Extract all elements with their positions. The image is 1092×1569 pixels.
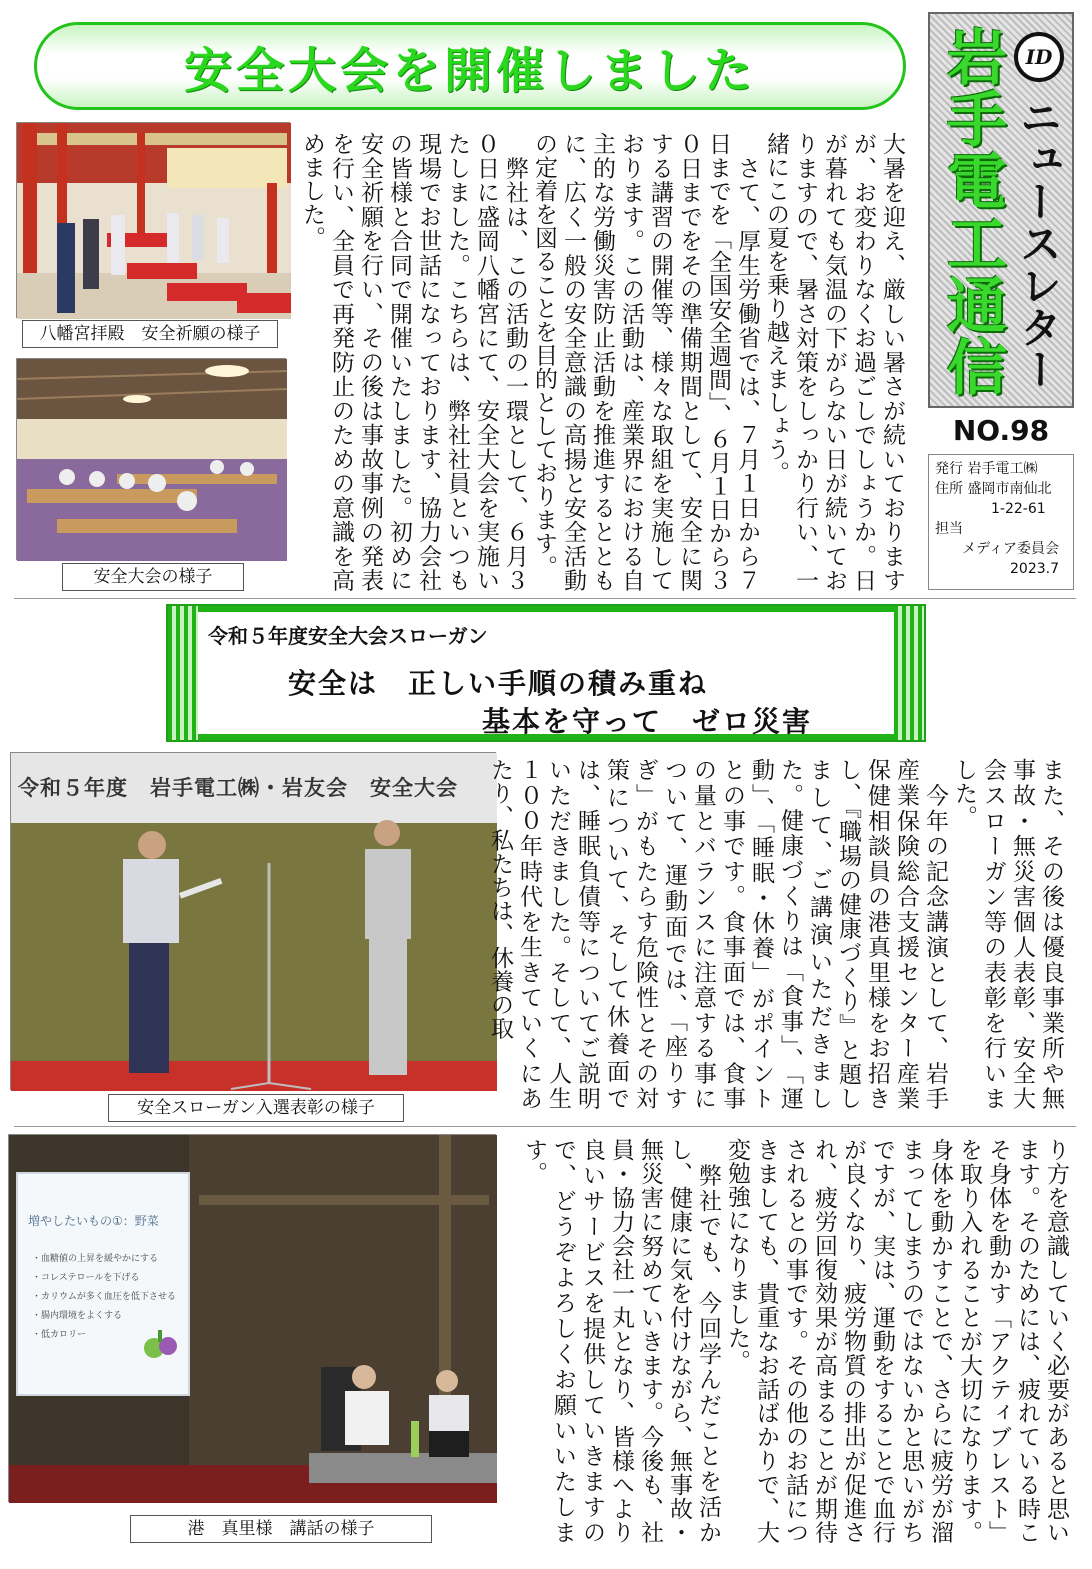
- section-divider-2: [14, 1126, 1076, 1127]
- slogan-line-2: 基本を守って ゼロ災害: [482, 705, 813, 738]
- issue-number: NO.98: [952, 414, 1050, 447]
- headline-banner: [34, 22, 906, 110]
- slide-bullet: ・低カロリー: [32, 1330, 87, 1340]
- company-logo-icon: ID: [1014, 32, 1064, 82]
- award-banner-text: 令和５年度 岩手電工㈱・岩友会 安全大会: [18, 776, 458, 800]
- slide-bullet: ・血糖値の上昇を緩やかにする: [32, 1254, 159, 1264]
- address-line2: 1-22-61: [991, 501, 1046, 517]
- article-intro: 大暑を迎え、厳しい暑さが続いておりますが、お変わりなくお過ごしでしょうか。日が暮れても気温の下がらない日が続いておりますので、暑さ対策をしっかり行い、一緒にこの夏を乗り越えましょう。 さて、厚生労働省では、７月１日から７日までを「全国安全週間」、６月１日から３０日までをその準備期間として、安全に関する講習の開催等、様々な取組を実施しております。この活動は、産業界における自主的な労働災害防止活動を推進するとともに、広く一般の安全意識の高揚と安全活動の定着を図ることを目的としております。 弊社は、この活動の一環として、６月３０日に盛岡八幡宮にて、安全大会を実施いたしました。こちらは、弊社社員といつも現場でお世話になっております、協力会社の皆様と合同で開催いたしました。初めに安全祈願を行い、その後は事故事例の発表を行い、全員で再発防止のための意識を高めました。: [299, 132, 905, 592]
- address-label: 住所: [935, 481, 963, 497]
- issue-date: 2023.7: [1010, 561, 1059, 577]
- slogan-line-1: 安全は 正しい手順の積み重ね: [288, 667, 709, 700]
- slogan-stripe-right: [894, 606, 924, 740]
- slide-bullet: ・カリウムが多く血圧を低下させる: [32, 1292, 176, 1302]
- publisher-label: 発行: [935, 461, 963, 477]
- contact-name: メディア委員会: [962, 541, 1059, 557]
- article-ceremony: また、その後は優良事業所や無事故・無災害個人表彰、安全大会スローガン等の表彰を行いました。 今年の記念講演として、岩手産業保険総合支援センター産業保健相談員の港真里様をお招きし、『職場の健康づくり』と題しまして、ご講演いただきました。健康づくりは「食事」、「運動」、「睡眠・休養」がポイントとの事です。食事面では、食事の量とバランスに注意する事について、運動面では、「座りすぎ」がもたらす危険性とその対策について、そして休養面では、睡眠負債等についてご説明いただきました。そして、人生１００年時代を生きていくにあたり、私たちは、休養の取: [487, 758, 1064, 1110]
- slide-bullet: ・コレステロールを下げる: [32, 1273, 140, 1283]
- vegetable-icon: [140, 1324, 182, 1364]
- hall-photo: [16, 358, 286, 560]
- hall-caption: 安全大会の様子: [62, 563, 244, 591]
- publication-info: [928, 454, 1074, 590]
- newsletter-subtitle: ニュースレター: [1014, 96, 1063, 390]
- projector-screen: [16, 1172, 190, 1396]
- award-caption: 安全スローガン入選表彰の様子: [108, 1094, 404, 1122]
- address-line1: 盛岡市南仙北: [967, 481, 1052, 497]
- slogan-box: [166, 604, 926, 742]
- slogan-top-bar: [198, 606, 894, 612]
- section-divider: [14, 598, 1076, 599]
- newsletter-title: 岩手電工通信: [937, 26, 1007, 398]
- slogan-stripe-left: [168, 606, 198, 740]
- headline-title: 安全大会を開催しました: [183, 42, 756, 99]
- shrine-photo: [16, 122, 290, 318]
- slide-bullet: ・腸内環境をよくする: [32, 1311, 123, 1321]
- lecture-caption: 港 真里様 講話の様子: [130, 1515, 432, 1543]
- publisher-name: 岩手電工㈱: [967, 461, 1038, 477]
- slide-title: 増やしたいもの①：野菜: [28, 1214, 159, 1228]
- article-lecture: り方を意識していく必要があると思います。そのためには、疲れている時こそ身体を動かす「アクティブレスト」を取り入れることが大切になります。身体を動かすことで、さらに疲労が溜まってしまうのではないかと思いがちですが、実は、運動をすることで血行が良くなり、疲労物質の排出が促進され、疲労回復効果が高まることが期待されるとの事です。その他のお話につきましても、貴重なお話ばかりで、大変勉強になりました。 弊社でも、今回学んだことを活かし、健康に気を付けながら、無事故・無災害に努めていきます。今後も、社員・協力会社一丸となり、皆様へより良いサービスを提供していきますので、どうぞよろしくお願いいたします。: [521, 1138, 1069, 1544]
- award-photo: [10, 752, 496, 1090]
- shrine-caption: 八幡宮拝殿 安全祈願の様子: [22, 320, 278, 348]
- slogan-heading: 令和５年度安全大会スローガン: [208, 624, 488, 648]
- contact-label: 担当: [935, 521, 963, 537]
